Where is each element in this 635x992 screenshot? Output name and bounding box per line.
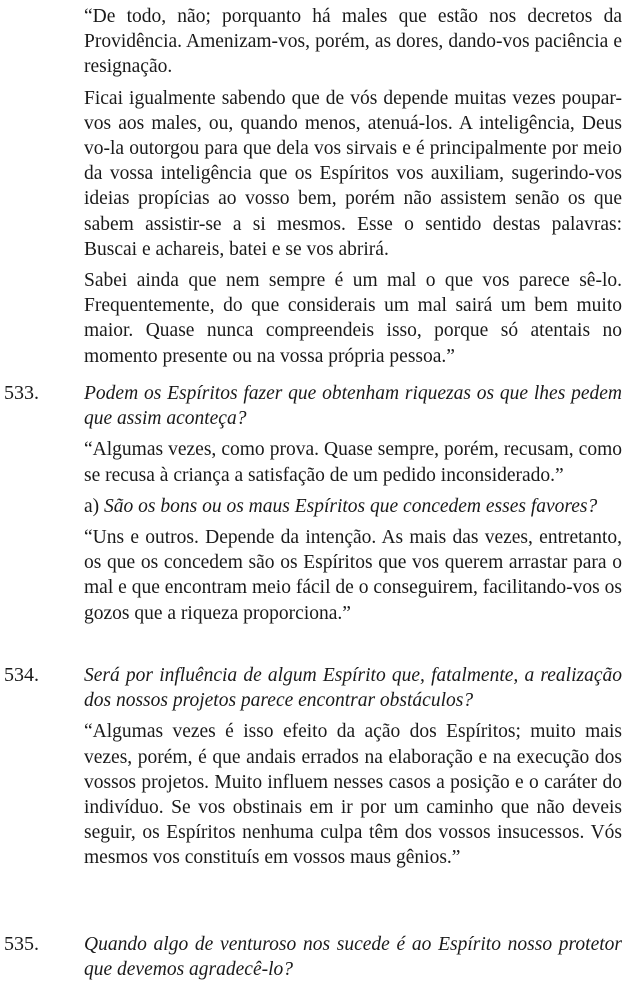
question-number-534: 534. xyxy=(4,664,39,686)
question-534: Será por influência de algum Espírito que, fatalmente, a realização dos nossos projetos parece encontrar obstáculos? xyxy=(84,665,622,712)
question-block-534 xyxy=(84,663,622,871)
sub-question-text: São os bons ou os maus Espíritos que concedem esses favores? xyxy=(104,495,598,517)
answer-533: “Algumas vezes, como prova. Quase sempre, porém, recusam, como se recusa à criança a satisfação de um pedido inconsiderado.” xyxy=(84,439,622,486)
question-block-535 xyxy=(84,932,622,982)
sub-answer-533a: “Uns e outros. Depende da intenção. As mais das vezes, entretanto, os que os concedem são os Espíritos que vos querem arrastar para o mal e que encontram meio fácil de o conseguirem, facilitando-vos os gozos que a riqueza proporciona.” xyxy=(84,527,622,624)
question-number-535: 535. xyxy=(4,933,39,955)
intro-paragraph-2: Ficai igualmente sabendo que de vós depende muitas vezes poupar-vos aos males, ou, quando menos, atenuá-los. A inteligência, Deus vo-la outorgou para que dela vos sirvais e é principalmente por meio da vossa inteligência que os Espíritos vos auxiliam, sugerindo-vos ideias propícias ao vosso bem, porém não assistem senão os que sabem assistir-se a si mesmos. Esse o sentido destas palavras: Buscai e achareis, batei e se vos abrirá. xyxy=(84,87,622,260)
question-number-533: 533. xyxy=(4,382,39,404)
intro-answer xyxy=(84,4,622,369)
question-535: Quando algo de venturoso nos sucede é ao Espírito nosso protetor que devemos agradecê-lo? xyxy=(84,934,622,981)
question-block-533 xyxy=(84,381,622,626)
intro-paragraph-3: Sabei ainda que nem sempre é um mal o que vos parece sê-lo. Frequentemente, do que considerais um mal sairá um bem muito maior. Quase nunca compreendeis isso, porque só atentais no momento presente ou na vossa própria pessoa.” xyxy=(84,270,622,367)
answer-534: “Algumas vezes é isso efeito da ação dos Espíritos; muito mais vezes, porém, é que andais errados na elaboração e na execução dos vossos projetos. Muito influem nesses casos a posição e o caráter do indivíduo. Se vos obstinais em ir por um caminho que não deveis seguir, os Espíritos nenhuma culpa têm dos vossos insucessos. Vós mesmos vos constituís em vossos maus gênios.” xyxy=(84,721,622,869)
sub-question-letter: a) xyxy=(84,495,100,517)
intro-paragraph-1: “De todo, não; porquanto há males que estão nos decretos da Providência. Amenizam-vos, porém, as dores, dando-vos paciência e resignação. xyxy=(84,6,622,78)
question-533: Podem os Espíritos fazer que obtenham riquezas os que lhes pedem que assim aconteça? xyxy=(84,383,622,430)
sub-question-533a xyxy=(84,494,622,519)
